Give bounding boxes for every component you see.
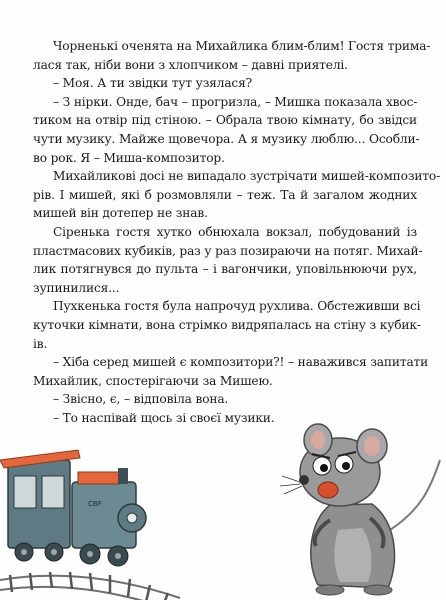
text-line: зупинилися...	[33, 280, 120, 295]
text-line: чути музику. Майже щовечора. А я музику люблю... Особли-	[33, 131, 420, 146]
toy-train	[0, 450, 146, 566]
text-line: – Моя. А ти звідки тут узялася?	[53, 76, 253, 91]
text-line: Михайликові досі не випадало зустрічати мишей-композито-	[53, 169, 441, 184]
text-line: тиком на отвір під стіною. – Обрала твою кімнату, бо звідси	[33, 113, 417, 128]
text-line: – Хіба серед мишей є композитори?! – наважився запитати	[53, 355, 429, 370]
story-text	[33, 37, 441, 427]
text-line: мишей він дотепер не знав.	[33, 206, 208, 221]
text-line: – Звісно, є, – відповіла вона.	[53, 392, 229, 407]
text-line: лик потягнувся до пульта – і вагончики, уповільнюючи рух,	[33, 262, 417, 277]
text-line: куточки кімнати, вона стрімко видряпалась на стіну з кубик-	[33, 317, 421, 332]
text-line: рів. І мишей, які б розмовляли – теж. Та й загалом жодних	[33, 187, 417, 202]
text-line: ів.	[33, 336, 48, 351]
text-line: Сіренька гостя хутко обнюхала вокзал, побудований із	[53, 224, 417, 239]
text-line: лася так, ніби вони з хлопчиком – давні приятелі.	[33, 57, 348, 72]
text-line: – То наспівай щось зі своєї музики.	[53, 410, 275, 425]
text-line: Пухкенька гостя була напрочуд рухлива. Обстеживши всі	[53, 299, 421, 314]
text-line: во рок. Я – Миша-композитор.	[33, 150, 225, 165]
illustration	[0, 410, 446, 600]
text-line: пластмасових кубиків, раз у раз позираючи на потяг. Михай-	[33, 243, 423, 258]
text-line: Михайлик, спостерігаючи за Мишею.	[33, 373, 273, 388]
mouse-tail	[390, 460, 440, 530]
mouse-mouth	[318, 482, 338, 498]
text-line: – З нірки. Онде, бач – прогризла, – Мишка показала хвос-	[53, 94, 418, 109]
mouse-character	[280, 424, 440, 595]
text-line: Чорненькі оченята на Михайлика блим-блим! Гостя трима-	[53, 39, 431, 53]
train-label: CBF	[88, 500, 102, 508]
railway-track	[0, 572, 180, 600]
